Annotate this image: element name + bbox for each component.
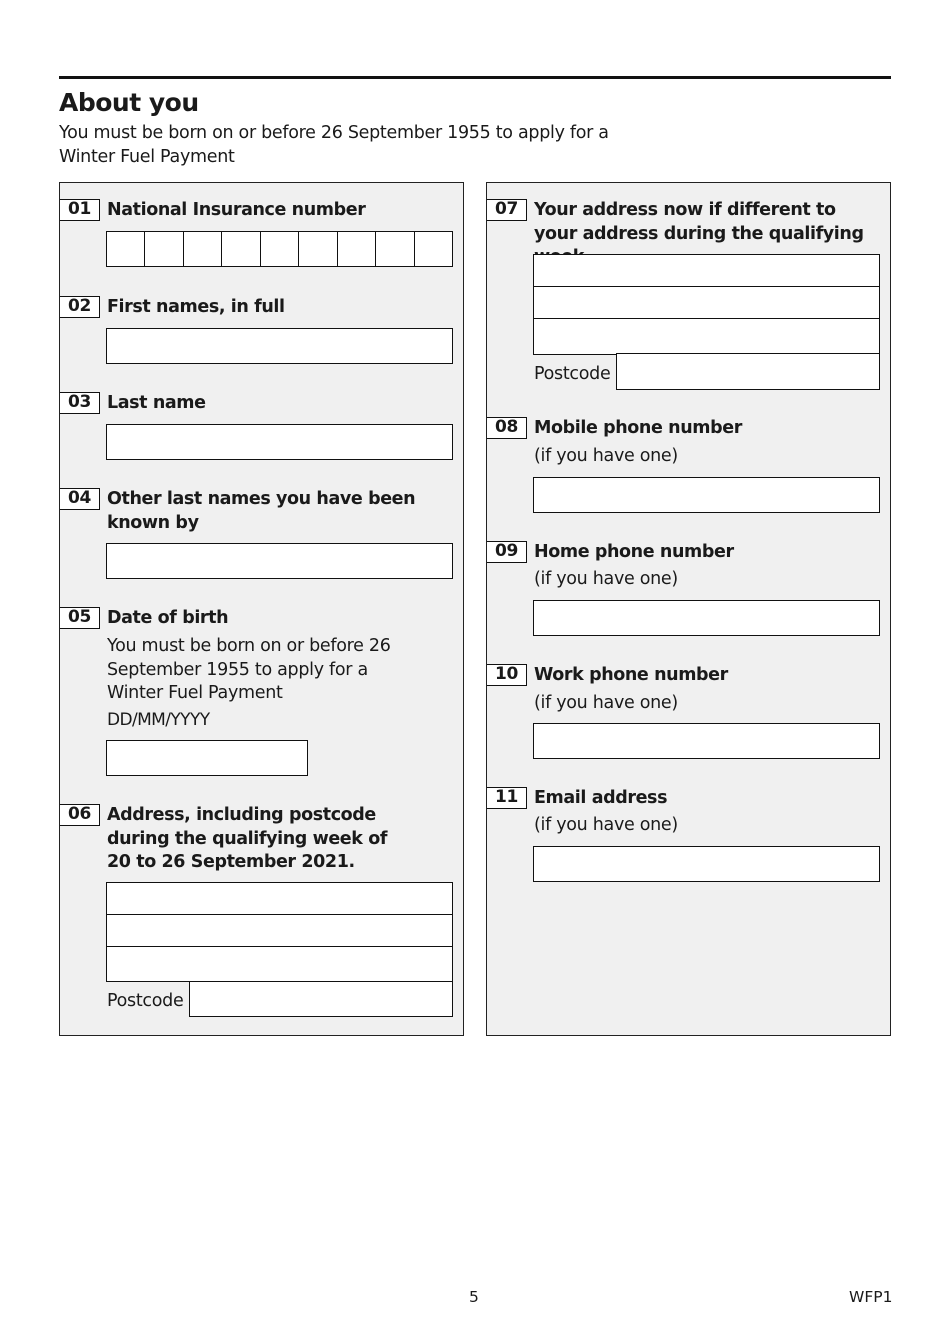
last-name-input[interactable] [106,424,453,460]
email-note: (if you have one) [534,815,678,835]
form-code: WFP1 [849,1288,893,1306]
mobile-phone-note: (if you have one) [534,446,678,466]
date-of-birth-note: You must be born on or before 26 September 1955 to apply for a Winter Fuel Payment [107,636,391,703]
question-number-07: 07 [487,199,527,221]
ni-number-cell[interactable] [221,232,259,266]
mobile-phone-input[interactable] [533,477,880,513]
work-phone-input[interactable] [533,723,880,759]
section-title: About you [59,88,199,117]
question-number-08: 08 [487,417,527,439]
section-intro: You must be born on or before 26 September 1955 to apply for a Winter Fuel Payment [59,123,609,167]
current-postcode-input[interactable] [616,353,880,390]
ni-number-cell[interactable] [375,232,413,266]
current-address-line-1-input[interactable] [533,254,880,288]
ni-number-input[interactable] [106,231,453,267]
question-label-07: Your address now if different to your address during the qualifying [534,200,864,244]
ni-number-cell[interactable] [183,232,221,266]
address-line-1-input[interactable] [106,882,453,916]
question-number-09: 09 [487,541,527,563]
question-label-03: Last name [107,393,206,413]
ni-number-cell[interactable] [414,232,452,266]
question-number-02: 02 [60,296,100,318]
postcode-label: Postcode [107,991,184,1011]
question-number-10: 10 [487,664,527,686]
first-names-input[interactable] [106,328,453,364]
current-address-line-2-input[interactable] [533,286,880,320]
question-number-03: 03 [60,392,100,414]
address-line-2-input[interactable] [106,914,453,948]
current-postcode-label: Postcode [534,364,611,384]
question-label-06: Address, including postcode during the qualifying week of 20 to 26 September 2021. [107,805,388,872]
question-label-04: Other last names you have been known by [107,489,416,533]
question-number-06: 06 [60,804,100,826]
ni-number-cell[interactable] [260,232,298,266]
other-last-names-input[interactable] [106,543,453,579]
date-of-birth-format: DD/MM/YYYY [107,710,210,730]
question-label-11: Email address [534,788,668,808]
ni-number-cell[interactable] [107,232,144,266]
ni-number-cell[interactable] [144,232,182,266]
work-phone-note: (if you have one) [534,693,678,713]
question-number-01: 01 [60,199,100,221]
question-number-11: 11 [487,787,527,809]
question-label-08: Mobile phone number [534,418,742,438]
current-address-line-3-input[interactable] [533,318,880,355]
question-label-05: Date of birth [107,608,229,628]
postcode-input[interactable] [189,981,453,1017]
ni-number-cell[interactable] [337,232,375,266]
question-label-02: First names, in full [107,297,285,317]
question-number-05: 05 [60,607,100,629]
address-line-3-input[interactable] [106,946,453,982]
date-of-birth-input[interactable] [106,740,308,776]
question-label-09: Home phone number [534,542,734,562]
question-label-10: Work phone number [534,665,728,685]
question-label-01: National Insurance number [107,200,366,220]
email-input[interactable] [533,846,880,882]
home-phone-note: (if you have one) [534,569,678,589]
section-rule [59,76,891,79]
page-number: 5 [469,1288,479,1306]
home-phone-input[interactable] [533,600,880,636]
question-number-04: 04 [60,488,100,510]
ni-number-cell[interactable] [298,232,336,266]
